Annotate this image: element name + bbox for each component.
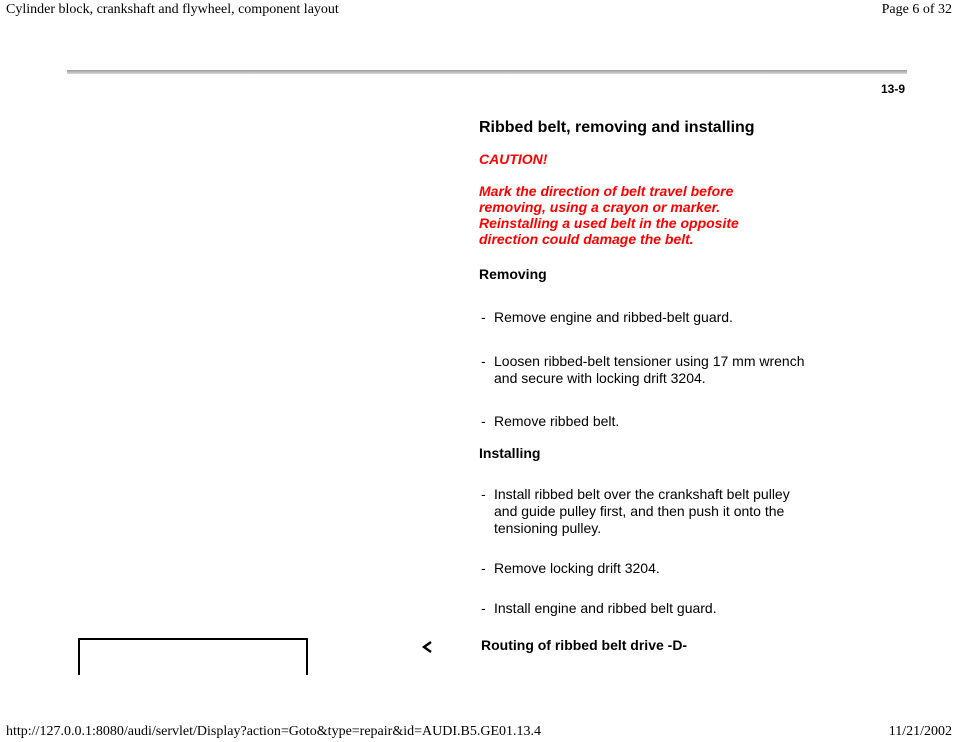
header-divider <box>67 70 907 74</box>
belt-routing-figure <box>78 638 308 675</box>
page-indicator: Page 6 of 32 <box>881 2 952 17</box>
step-text: Install ribbed belt over the crankshaft belt pulley and guide pulley first, and then push it onto the tensioning pulley. <box>494 486 790 536</box>
section-page-number: 13-9 <box>880 82 905 96</box>
list-item <box>481 560 811 577</box>
footer-url[interactable]: http://127.0.0.1:8080/audi/servlet/Display?action=Goto&type=repair&id=AUDI.B5.GE01.13.4 <box>6 724 541 739</box>
list-item <box>481 413 811 430</box>
chevron-left-icon[interactable] <box>420 640 434 659</box>
list-item <box>481 309 811 326</box>
removing-heading: Removing <box>479 266 547 282</box>
figure-caption: Routing of ribbed belt drive -D- <box>481 637 688 653</box>
list-item <box>481 486 811 537</box>
list-item <box>481 353 811 387</box>
dash-bullet: - <box>481 309 486 325</box>
list-item <box>481 600 811 617</box>
step-text: Remove locking drift 3204. <box>494 560 660 576</box>
step-text: Remove ribbed belt. <box>494 413 620 429</box>
step-text: Loosen ribbed-belt tensioner using 17 mm wrench and secure with locking drift 3204. <box>494 353 805 386</box>
installing-heading: Installing <box>479 445 541 461</box>
dash-bullet: - <box>481 600 486 616</box>
document-title: Cylinder block, crankshaft and flywheel, component layout <box>6 2 339 17</box>
dash-bullet: - <box>481 486 486 502</box>
dash-bullet: - <box>481 560 486 576</box>
dash-bullet: - <box>481 413 486 429</box>
step-text: Install engine and ribbed belt guard. <box>494 600 717 616</box>
footer-date: 11/21/2002 <box>888 724 952 739</box>
step-text: Remove engine and ribbed-belt guard. <box>494 309 733 325</box>
section-heading: Ribbed belt, removing and installing <box>479 119 755 136</box>
dash-bullet: - <box>481 353 486 369</box>
caution-label: CAUTION! <box>479 151 548 167</box>
caution-text: Mark the direction of belt travel before removing, using a crayon or marker. Reinstalling a used belt in the opposite direction could damage the belt. <box>479 183 739 247</box>
